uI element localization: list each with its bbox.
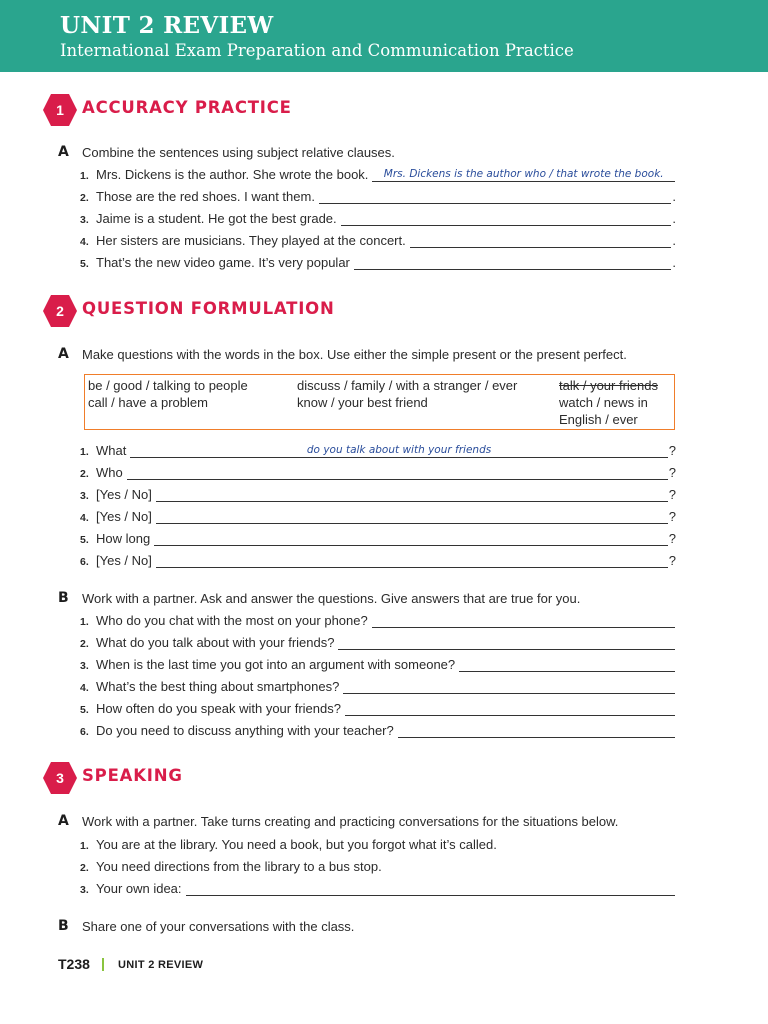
page-number: T238	[58, 956, 90, 972]
item-number: 3.	[80, 214, 89, 226]
item-text: [Yes / No]	[96, 553, 152, 568]
answer-line[interactable]	[186, 882, 675, 896]
item-text: That’s the new video game. It’s very popular	[96, 255, 350, 270]
part-letter: A	[58, 346, 69, 362]
item-text: How often do you speak with your friends?	[96, 701, 341, 716]
answer-line[interactable]	[341, 212, 672, 226]
answer-line[interactable]	[343, 680, 675, 694]
part-letter: A	[58, 813, 69, 829]
part-instruction: Work with a partner. Take turns creating and practicing conversations for the situations below.	[82, 814, 619, 829]
item-text: Who do you chat with the most on your phone?	[96, 613, 368, 628]
item-punctuation: .	[672, 233, 676, 248]
item-number: 5.	[80, 258, 89, 270]
section-title: QUESTION FORMULATION	[82, 299, 335, 318]
exercise-item	[80, 720, 675, 738]
item-number: 6.	[80, 726, 89, 738]
answer-line[interactable]	[372, 614, 675, 628]
footer-label: UNIT 2 REVIEW	[118, 959, 204, 971]
exercise-item	[80, 676, 675, 694]
item-number: 4.	[80, 236, 89, 248]
header-banner	[0, 0, 768, 72]
item-text: [Yes / No]	[96, 487, 152, 502]
answer-line[interactable]	[345, 702, 675, 716]
item-number: 1.	[80, 170, 89, 182]
part-instruction: Make questions with the words in the box. Use either the simple present or the present perfect.	[82, 347, 627, 362]
answer-line[interactable]	[130, 444, 667, 458]
item-punctuation: ?	[668, 531, 676, 546]
item-text: Her sisters are musicians. They played at the concert.	[96, 233, 406, 248]
item-number: 2.	[80, 468, 89, 480]
part-letter: B	[58, 590, 69, 606]
item-text: Jaime is a student. He got the best grade.	[96, 211, 337, 226]
item-text: Your own idea:	[96, 881, 182, 896]
section-number: 1	[56, 102, 64, 118]
word-box-entry: discuss / family / with a stranger / ever	[297, 378, 518, 393]
exercise-item	[80, 208, 676, 226]
section-title: ACCURACY PRACTICE	[82, 98, 292, 117]
answer-line[interactable]	[338, 636, 675, 650]
item-punctuation: .	[672, 255, 676, 270]
item-text: Mrs. Dickens is the author. She wrote the book.	[96, 167, 369, 182]
footer-divider	[102, 958, 104, 971]
word-box	[84, 374, 675, 430]
exercise-item	[80, 440, 676, 458]
item-text: What do you talk about with your friends?	[96, 635, 335, 650]
word-box-entry-used: talk / your friends	[559, 378, 658, 393]
exercise-item	[80, 506, 676, 524]
answer-line[interactable]	[459, 658, 675, 672]
item-punctuation: .	[672, 189, 676, 204]
item-number: 6.	[80, 556, 89, 568]
exercise-item	[80, 528, 676, 546]
item-punctuation: ?	[668, 465, 676, 480]
item-number: 4.	[80, 682, 89, 694]
word-box-column	[297, 377, 517, 411]
word-box-column	[88, 377, 248, 411]
page-title: UNIT 2 REVIEW	[60, 12, 274, 39]
item-number: 2.	[80, 862, 89, 874]
answer-line[interactable]	[354, 256, 671, 270]
exercise-item	[80, 878, 675, 896]
answer-line[interactable]	[410, 234, 672, 248]
item-number: 1.	[80, 446, 89, 458]
item-number: 5.	[80, 704, 89, 716]
item-text: You need directions from the library to a bus stop.	[96, 859, 382, 874]
part-instruction: Combine the sentences using subject relative clauses.	[82, 145, 395, 160]
item-text: Those are the red shoes. I want them.	[96, 189, 315, 204]
section-number: 3	[56, 770, 64, 786]
item-text: What	[96, 443, 127, 458]
exercise-item	[80, 856, 675, 874]
answer-line[interactable]	[156, 488, 668, 502]
exercise-item	[80, 484, 676, 502]
item-punctuation: ?	[668, 487, 676, 502]
item-number: 4.	[80, 512, 89, 524]
exercise-item	[80, 164, 676, 182]
answer-line[interactable]	[156, 554, 668, 568]
item-text: You are at the library. You need a book, but you forgot what it’s called.	[96, 837, 497, 852]
part-letter: A	[58, 144, 69, 160]
answer-line[interactable]	[154, 532, 668, 546]
answer-line[interactable]	[319, 190, 671, 204]
item-text: When is the last time you got into an argument with someone?	[96, 657, 456, 672]
exercise-item	[80, 632, 675, 650]
exercise-item	[80, 834, 675, 852]
item-text: How long	[96, 531, 151, 546]
item-punctuation: ?	[668, 509, 676, 524]
exercise-item	[80, 252, 676, 270]
exercise-item	[80, 550, 676, 568]
part-instruction: Share one of your conversations with the class.	[82, 919, 355, 934]
exercise-item	[80, 610, 675, 628]
item-text: Do you need to discuss anything with your teacher?	[96, 723, 394, 738]
exercise-item	[80, 654, 675, 672]
item-number: 1.	[80, 840, 89, 852]
answer-line[interactable]	[156, 510, 668, 524]
exercise-item	[80, 186, 676, 204]
item-punctuation: ?	[668, 443, 676, 458]
word-box-entry: call / have a problem	[88, 395, 208, 410]
handwritten-answer: do you talk about with your friends	[306, 444, 492, 456]
section-number: 2	[56, 303, 64, 319]
item-punctuation: .	[672, 211, 676, 226]
item-number: 3.	[80, 490, 89, 502]
item-punctuation: ?	[668, 553, 676, 568]
part-instruction: Work with a partner. Ask and answer the questions. Give answers that are true for you.	[82, 591, 581, 606]
item-number: 3.	[80, 884, 89, 896]
exercise-item	[80, 698, 675, 716]
exercise-item	[80, 462, 676, 480]
item-number: 5.	[80, 534, 89, 546]
word-box-entry: be / good / talking to people	[88, 378, 248, 393]
handwritten-answer: Mrs. Dickens is the author who / that wrote the book.	[383, 168, 664, 180]
word-box-entry: know / your best friend	[297, 395, 428, 410]
answer-line[interactable]	[398, 724, 675, 738]
word-box-entry: English / ever	[559, 412, 638, 427]
item-number: 2.	[80, 638, 89, 650]
part-letter: B	[58, 918, 69, 934]
item-number: 3.	[80, 660, 89, 672]
item-number: 2.	[80, 192, 89, 204]
item-number: 1.	[80, 616, 89, 628]
exercise-item	[80, 230, 676, 248]
answer-line[interactable]	[127, 466, 668, 480]
answer-line[interactable]	[372, 168, 675, 182]
word-box-column	[559, 377, 658, 428]
page-subtitle: International Exam Preparation and Communication Practice	[60, 41, 574, 60]
item-text: [Yes / No]	[96, 509, 152, 524]
word-box-entry: watch / news in	[559, 395, 648, 410]
item-text: What’s the best thing about smartphones?	[96, 679, 340, 694]
item-text: Who	[96, 465, 123, 480]
section-title: SPEAKING	[82, 766, 183, 785]
